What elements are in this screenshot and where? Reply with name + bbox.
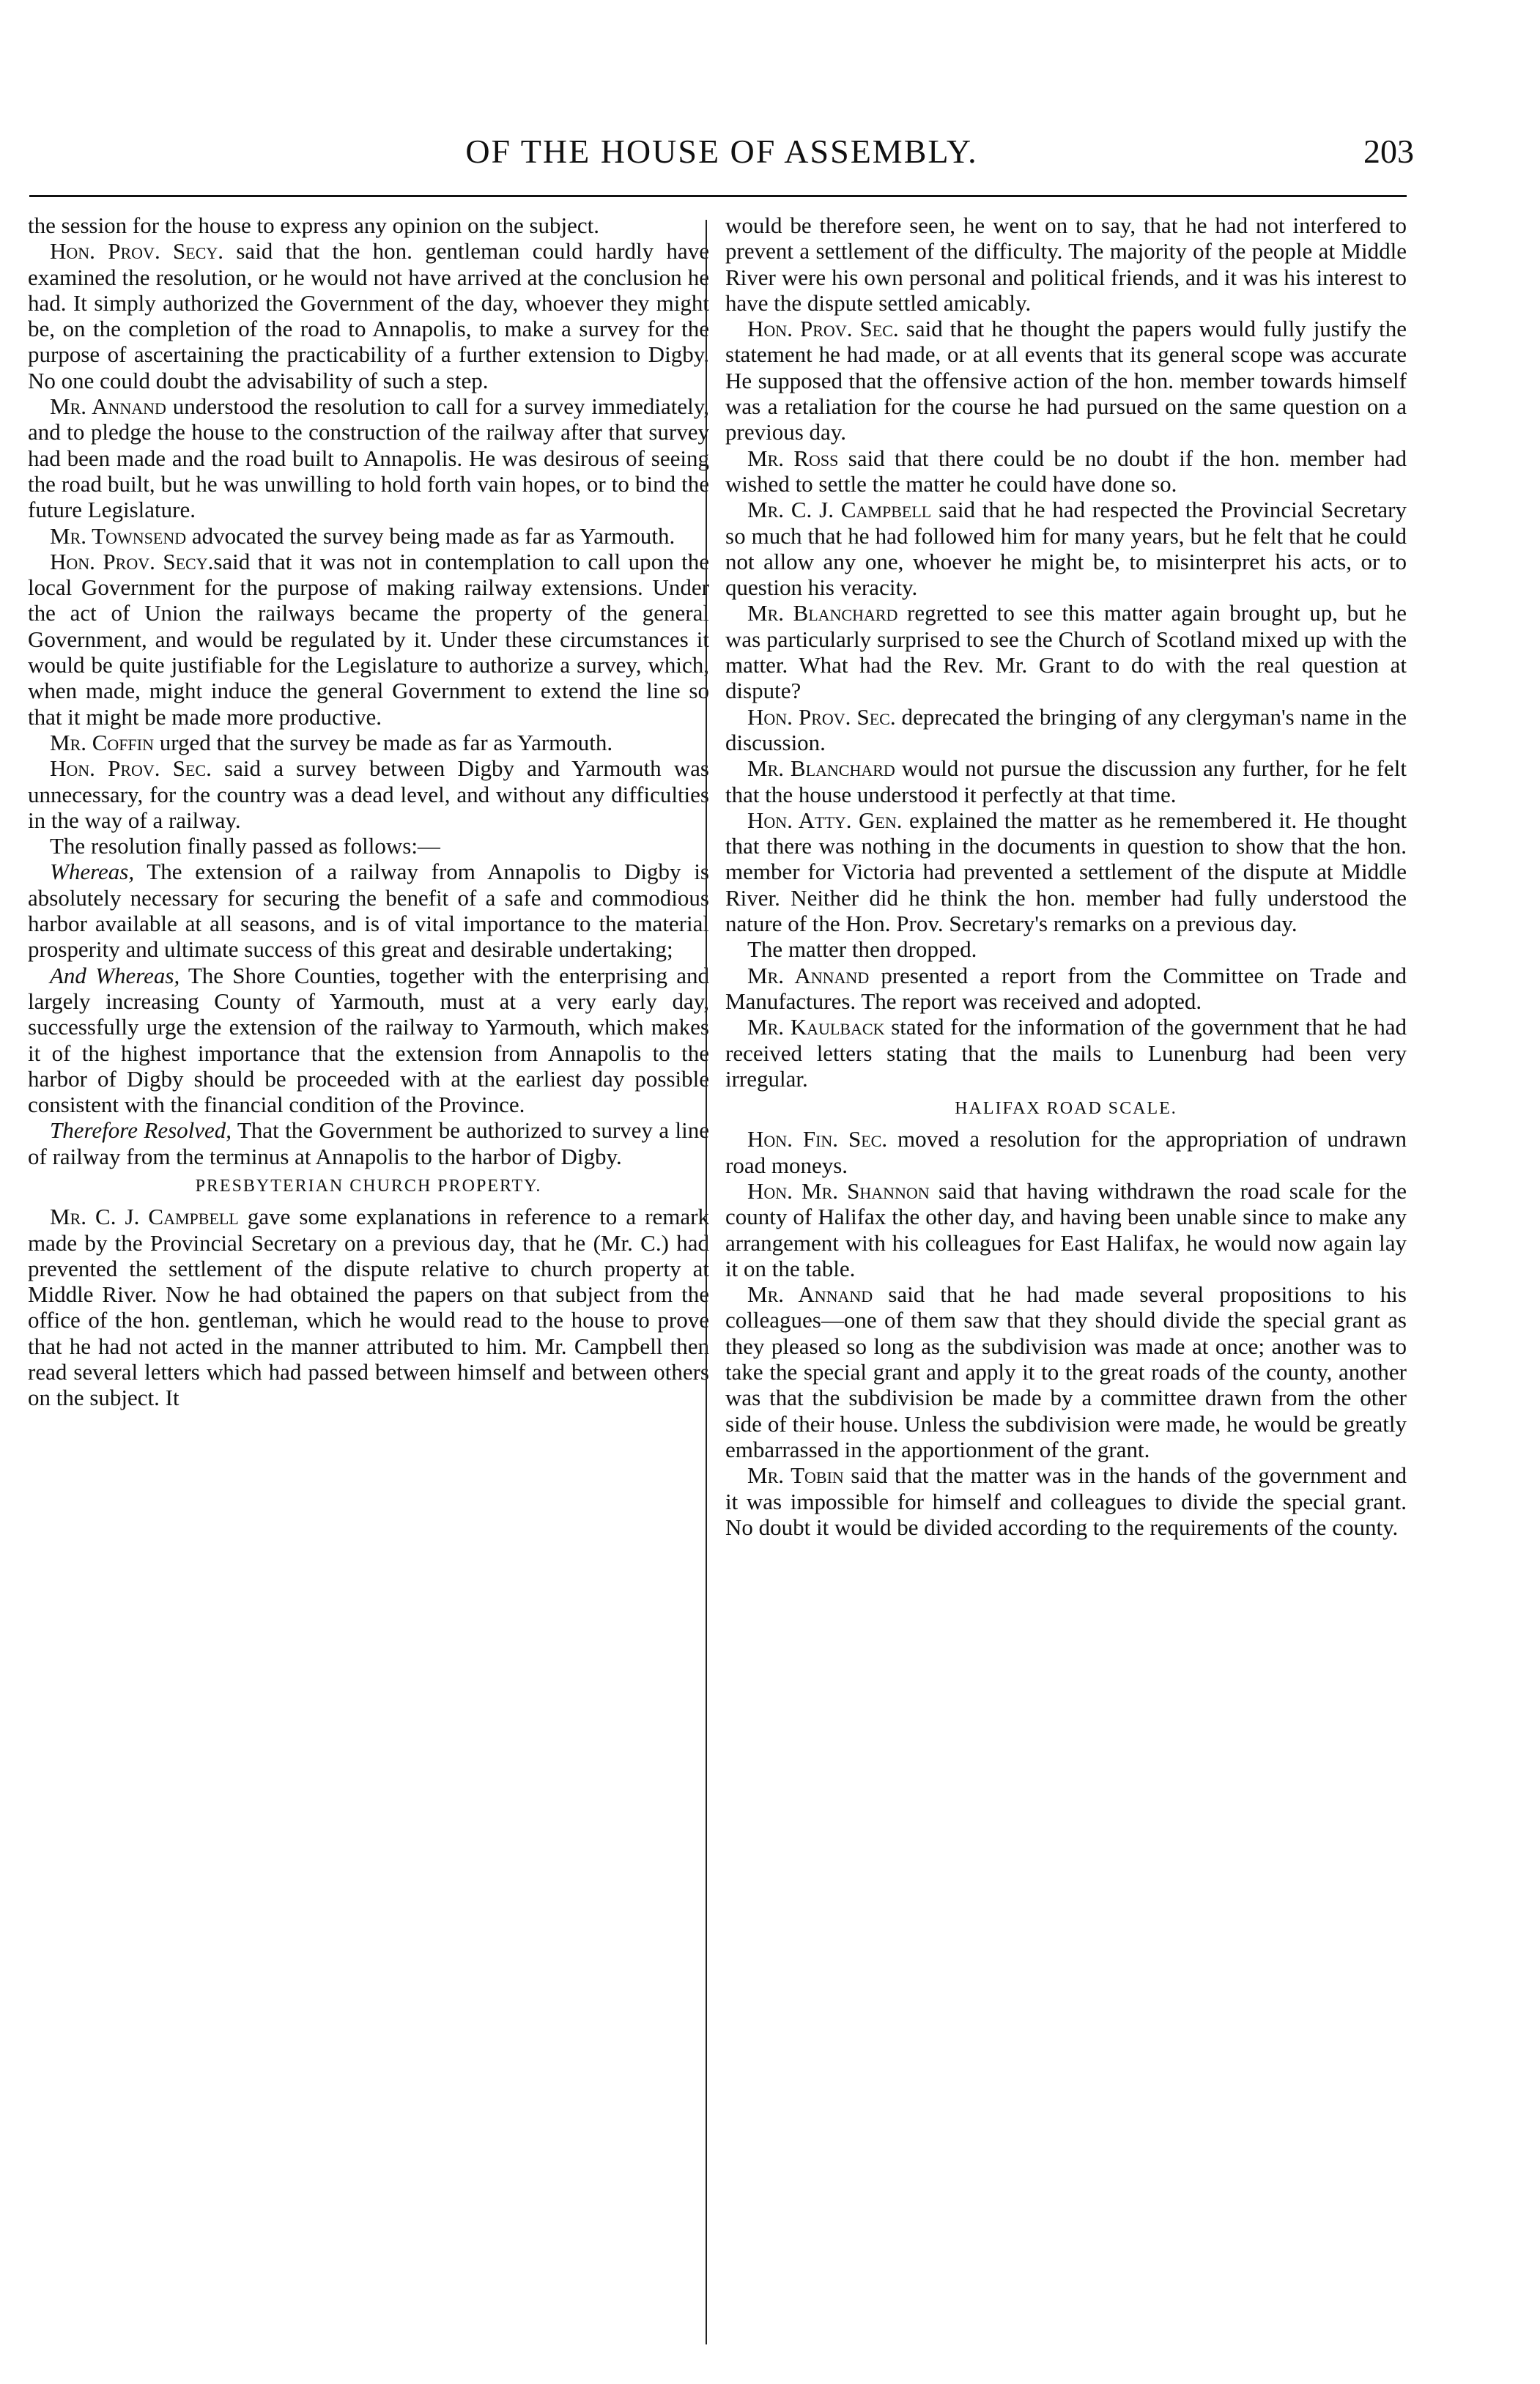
- section-heading: HALIFAX ROAD SCALE.: [955, 1099, 1177, 1119]
- header-rule: [29, 195, 1407, 197]
- paragraph: [725, 936, 1407, 962]
- speaker-name: Hon. Prov. Secy.: [50, 548, 214, 574]
- paragraph-text: gave some explanations in reference to a remark made by the Provincial Secretary on a previous day, that he (Mr. C.) had prevented the settlement of the dispute relative to church property at Middle River. Now he had obtained the papers on that subject from the office of the hon. gentleman, which he would read to the house to prove that he had not acted in the manner attributed to him. Mr. Campbell then read several letters which had passed between himself and between others on the subject. It: [28, 1204, 709, 1411]
- paragraph: [28, 238, 709, 393]
- paragraph: [28, 730, 709, 755]
- paragraph-text: understood the resolution to call for a survey immediately, and to pledge the house to the construction of the railway after that survey had been made and the road built to Annapolis. He was desirous of seeing the road built, but he was unwilling to hold forth vain hopes, or to bind the future Legislature.: [28, 393, 709, 523]
- right-column: [725, 212, 1407, 1540]
- speaker-name: Mr. Annand: [747, 962, 870, 988]
- speaker-name: Mr. Annand: [747, 1281, 873, 1308]
- section-heading: PRESBYTERIAN CHURCH PROPERTY.: [195, 1176, 542, 1196]
- paragraph-text: The Shore Counties, together with the enterprising and largely increasing County of Yarmouth, must at a very early day, successfully urge the extension of the railway to Yarmouth, which makes it of the highest importance that the extension from Annapolis to the harbor of Digby should be proceeded with at the earliest day possible consistent with the financial condition of the Province.: [28, 962, 709, 1118]
- speaker-name: Mr. C. J. Campbell: [747, 497, 932, 523]
- paragraph: [28, 393, 709, 522]
- speaker-name: Hon. Prov. Secy.: [50, 238, 224, 264]
- speaker-name: Hon. Atty. Gen.: [747, 807, 903, 833]
- paragraph-text: said that having withdrawn the road scale for the county of Halifax the other day, and having been unable since to make any arrangement with his colleagues for East Halifax, he would now again lay it on the table.: [725, 1177, 1407, 1281]
- paragraph: [725, 1281, 1407, 1462]
- paragraph-text: urged that the survey be made as far as Yarmouth.: [154, 729, 613, 755]
- paragraph: [725, 963, 1407, 1015]
- speaker-name: Hon. Prov. Sec.: [747, 316, 899, 342]
- speaker-name: Mr. Annand: [50, 393, 166, 420]
- paragraph-text: the session for the house to express any opinion on the subject.: [28, 212, 600, 238]
- paragraph-text: explained the matter as he remembered it. He thought that there was nothing in the documents in question to show that the hon. member for Victoria had prevented a settlement of the dispute at Middle River. Neither did he think the hon. member had fully understood the nature of the Hon. Prov. Secretary's remarks on a previous day.: [725, 807, 1407, 937]
- speaker-name: Mr. Kaulback: [747, 1014, 885, 1040]
- paragraph-text: said that he thought the papers would fully justify the statement he had made, or at all events that its general scope was accurate He supposed that the offensive action of the hon. member towards himself was a retaliation for the course he had pursued on the same question on a previous day.: [725, 316, 1407, 445]
- column-divider: [706, 220, 707, 2344]
- speaker-name: Mr. C. J. Campbell: [50, 1204, 239, 1230]
- speaker-name: Mr. Ross: [747, 445, 839, 471]
- speaker-name: Hon. Mr. Shannon: [747, 1177, 930, 1204]
- paragraph: [28, 963, 709, 1118]
- paragraph-text: deprecated the bringing of any clergyman's name in the discussion.: [725, 703, 1407, 755]
- paragraph-text: stated for the information of the government that he had received letters stating that the mails to Lunenburg had been very irregular.: [725, 1014, 1407, 1092]
- paragraph: [725, 1178, 1407, 1281]
- paragraph-text: The matter then dropped.: [747, 936, 977, 963]
- paragraph: [28, 549, 709, 730]
- page-number: 203: [1363, 133, 1414, 170]
- left-column: [28, 212, 709, 1411]
- running-title: OF THE HOUSE OF ASSEMBLY.: [465, 133, 978, 170]
- speaker-name: Mr. Blanchard: [747, 600, 898, 626]
- paragraph-text: said that he had made several propositions to his colleagues—one of them saw that they should divide the special grant as they pleased so long as the subdivision was made at once; another was to take the special grant and apply it to the great roads of the county, another was that the subdivision be made by a committee drawn from the other side of their house. Unless the subdivision were made, he would be greatly embarrassed in the apportionment of the grant.: [725, 1281, 1407, 1462]
- paragraph-text: presented a report from the Committee on Trade and Manufactures. The report was received and adopted.: [725, 962, 1407, 1014]
- speaker-name: Hon. Prov. Sec.: [50, 755, 212, 782]
- paragraph: [725, 1126, 1407, 1178]
- speaker-name: Hon. Fin. Sec.: [747, 1126, 888, 1152]
- paragraph: [28, 1117, 709, 1169]
- speaker-name: Mr. Townsend: [50, 522, 187, 549]
- paragraph: [28, 523, 709, 549]
- paragraph: [725, 445, 1407, 497]
- paragraph: [28, 755, 709, 833]
- paragraph-text: said that the hon. gentleman could hardly have examined the resolution, or he would not have arrived at the conclusion he had. It simply authorized the Government of the day, whoever they might be, on the completion of the road to Annapolis, to make a survey for the purpose of ascertaining the practicability of a further extension to Digby. No one could doubt the advisability of such a step.: [28, 238, 710, 393]
- paragraph-text: said that there could be no doubt if the hon. member had wished to settle the matter he could have done so.: [725, 445, 1407, 497]
- paragraph-text: would be therefore seen, he went on to say, that he had not interfered to prevent a settlement of the difficulty. The majority of the people at Middle River were his own personal and political friends, and it was his interest to have the dispute settled amicably.: [725, 212, 1407, 316]
- paragraph-text: regretted to see this matter again brought up, but he was particularly surprised to see the Church of Scotland mixed up with the matter. What had the Rev. Mr. Grant to do with the real question at dispute?: [725, 600, 1407, 704]
- speaker-name: Mr. Blanchard: [747, 755, 895, 782]
- paragraph-text: moved a resolution for the appropriation of undrawn road moneys.: [725, 1126, 1407, 1178]
- paragraph-text: said that he had respected the Provincial Secretary so much that he had followed him for many years, but he felt that he could not allow any one, whoever he might be, to misinterpret his acts, or to question his veracity.: [725, 497, 1407, 601]
- page-header: [29, 132, 1414, 190]
- paragraph: [725, 807, 1407, 936]
- paragraph-text: said that the matter was in the hands of the government and it was impossible for himself and colleagues to divide the special grant. No doubt it would be divided according to the requirements of the county.: [725, 1462, 1407, 1540]
- paragraph: [725, 316, 1407, 445]
- speaker-name: Mr. Coffin: [50, 729, 154, 755]
- paragraph: [725, 497, 1407, 600]
- paragraph: [28, 833, 709, 859]
- speaker-name: Mr. Tobin: [747, 1462, 844, 1489]
- speaker-name: Hon. Prov. Sec.: [747, 703, 896, 730]
- continued-paragraph: [725, 212, 1407, 316]
- paragraph: [725, 600, 1407, 703]
- resolution-lead: Therefore Resolved,: [50, 1117, 232, 1144]
- paragraph: [28, 859, 709, 962]
- paragraph-text: said a survey between Digby and Yarmouth was unnecessary, for the country was a dead level, and without any difficulties in the way of a railway.: [28, 755, 709, 833]
- paragraph-text: That the Government be authorized to survey a line of railway from the terminus at Annapolis to the harbor of Digby.: [28, 1117, 709, 1169]
- paragraph: [725, 1462, 1407, 1540]
- paragraph: [28, 1204, 709, 1410]
- paragraph-text: The extension of a railway from Annapolis to Digby is absolutely necessary for securing the benefit of a safe and commodious harbor available at all seasons, and is of vital importance to the material prosperity and ultimate success of this great and desirable undertaking;: [28, 859, 709, 963]
- paragraph: [725, 755, 1407, 807]
- resolution-lead: And Whereas,: [50, 962, 180, 988]
- paragraph-text: said that it was not in contemplation to call upon the local Government for the purpose of making railway extensions. Under the act of Union the railways became the property of the general Government, and would be regulated by it. Under these circumstances it would be quite justifiable for the Legislature to authorize a survey, which, when made, might induce the general Government to extend the line so that it might be made more productive.: [28, 548, 709, 730]
- paragraph: [725, 1014, 1407, 1092]
- paragraph-text: advocated the survey being made as far as Yarmouth.: [186, 522, 675, 549]
- paragraph-text: would not pursue the discussion any further, for he felt that the house understood it perfectly at that time.: [725, 755, 1407, 807]
- continued-paragraph: [28, 212, 709, 238]
- paragraph-text: The resolution finally passed as follows:—: [50, 833, 440, 859]
- paragraph: [725, 704, 1407, 756]
- resolution-lead: Whereas,: [50, 859, 135, 885]
